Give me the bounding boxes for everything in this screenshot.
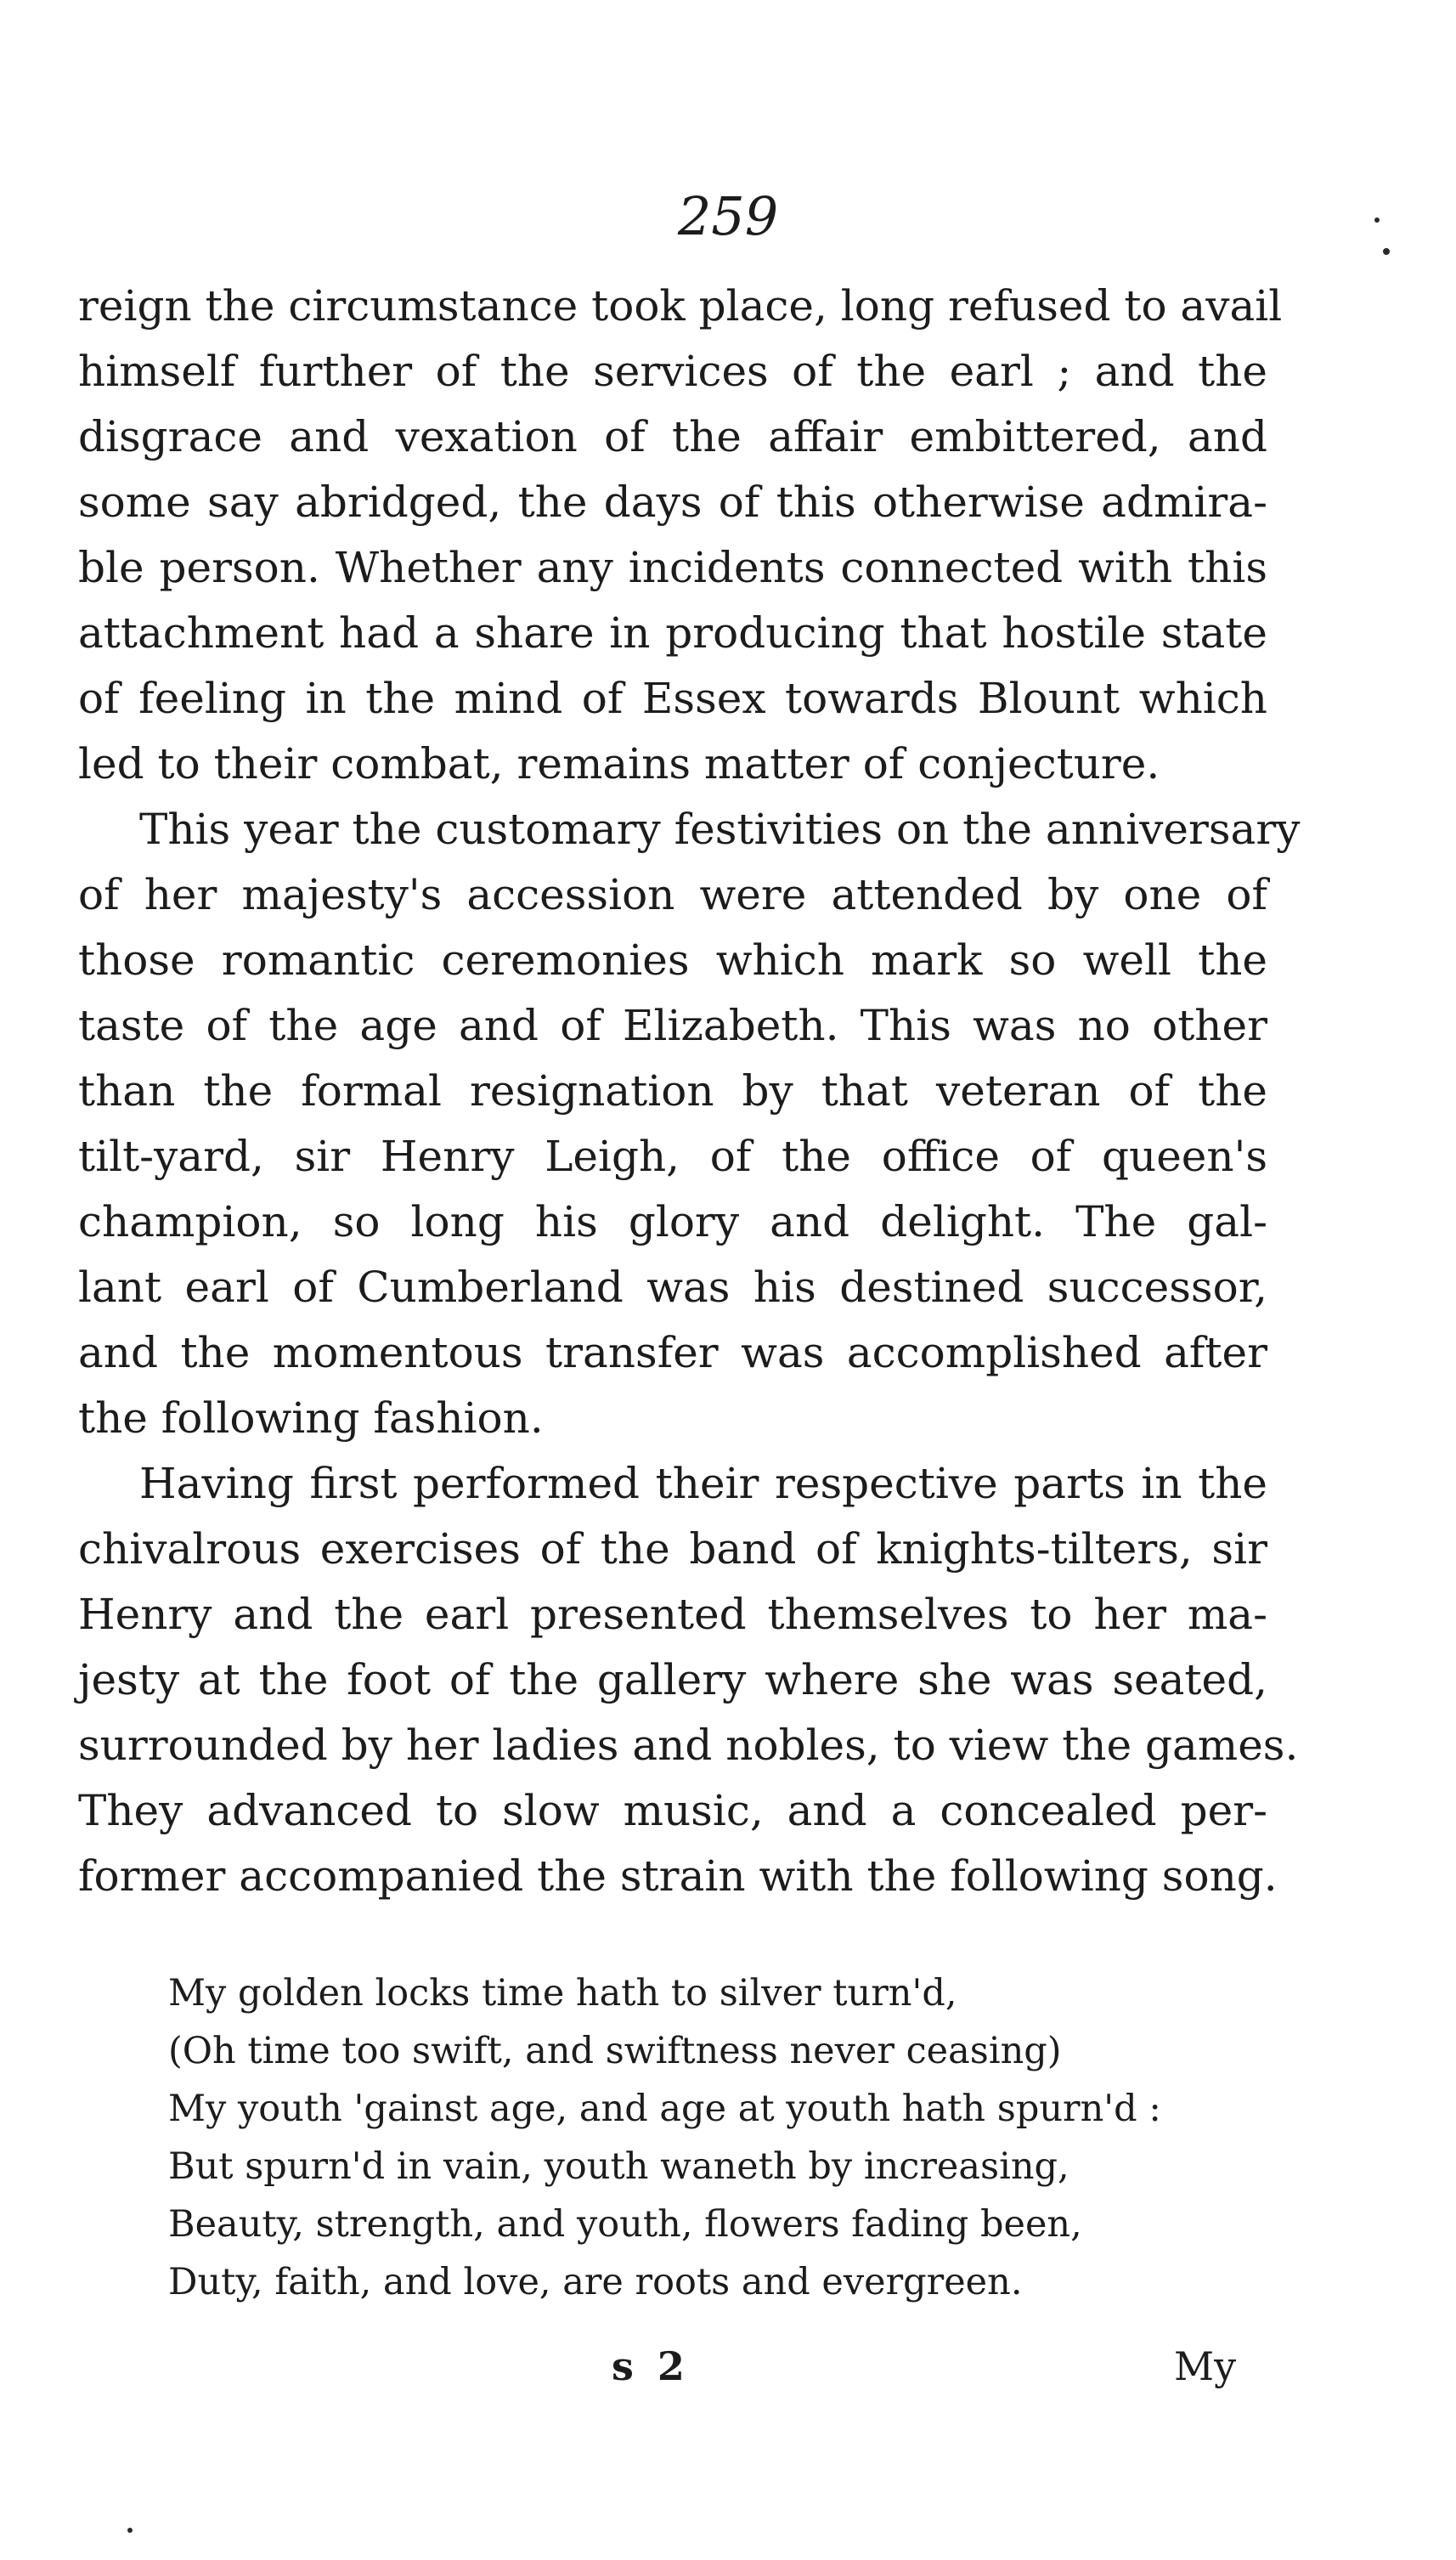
text-line: reign the circumstance took place, long refused to avail bbox=[78, 281, 1283, 331]
text-line: than the formal resignation by that veteran of the bbox=[78, 1066, 1267, 1116]
scan-speck bbox=[1383, 248, 1390, 255]
text-line: This year the customary festivities on the anniversary bbox=[139, 805, 1301, 854]
text-line: tilt-yard, sir Henry Leigh, of the office of queen's bbox=[78, 1132, 1267, 1181]
text-line: lant earl of Cumberland was his destined successor, bbox=[78, 1263, 1267, 1312]
text-line: himself further of the services of the earl ; and the bbox=[78, 347, 1267, 396]
scan-speck bbox=[1374, 218, 1380, 223]
text-line: They advanced to slow music, and a concealed per- bbox=[78, 1786, 1267, 1835]
text-line: Henry and the earl presented themselves to her ma- bbox=[78, 1590, 1267, 1639]
text-line: Having first performed their respective parts in the bbox=[139, 1459, 1267, 1508]
scan-speck bbox=[127, 2528, 133, 2533]
text-line: disgrace and vexation of the affair embittered, and bbox=[78, 412, 1267, 461]
poem-stanza bbox=[168, 1964, 1161, 2311]
text-line: the following fashion. bbox=[78, 1393, 544, 1443]
poem-line: My youth 'gainst age, and age at youth hath spurn'd : bbox=[168, 2088, 1161, 2130]
text-line: of her majesty's accession were attended by one of bbox=[78, 870, 1267, 919]
poem-line: Beauty, strength, and youth, flowers fading been, bbox=[168, 2203, 1082, 2246]
signature-mark: s 2 bbox=[612, 2343, 690, 2389]
poem-line: My golden locks time hath to silver turn'd, bbox=[168, 1972, 957, 2015]
text-line: some say abridged, the days of this otherwise admira- bbox=[78, 478, 1267, 527]
text-line: those romantic ceremonies which mark so well the bbox=[78, 935, 1267, 985]
text-line: champion, so long his glory and delight. The gal- bbox=[78, 1197, 1267, 1246]
text-line: led to their combat, remains matter of conjecture. bbox=[78, 739, 1160, 788]
text-line: taste of the age and of Elizabeth. This was no other bbox=[78, 1001, 1267, 1050]
catchword: My bbox=[1174, 2343, 1237, 2389]
poem-line: But spurn'd in vain, youth waneth by increasing, bbox=[168, 2145, 1069, 2188]
text-line: of feeling in the mind of Essex towards Blount which bbox=[78, 674, 1267, 723]
text-line: chivalrous exercises of the band of knights-tilters, sir bbox=[78, 1524, 1267, 1574]
text-line: former accompanied the strain with the following song. bbox=[78, 1851, 1278, 1901]
prose-body bbox=[78, 274, 1301, 1909]
text-line: jesty at the foot of the gallery where she was seated, bbox=[78, 1655, 1267, 1704]
poem-line: Duty, faith, and love, are roots and evergreen. bbox=[168, 2261, 1023, 2303]
page-number: 259 bbox=[677, 185, 779, 247]
text-line: surrounded by her ladies and nobles, to view the games. bbox=[78, 1721, 1299, 1770]
text-line: and the momentous transfer was accomplished after bbox=[78, 1328, 1267, 1377]
text-line: attachment had a share in producing that hostile state bbox=[78, 608, 1267, 658]
text-line: ble person. Whether any incidents connected with this bbox=[78, 543, 1267, 592]
poem-line: (Oh time too swift, and swiftness never ceasing) bbox=[168, 2030, 1062, 2072]
